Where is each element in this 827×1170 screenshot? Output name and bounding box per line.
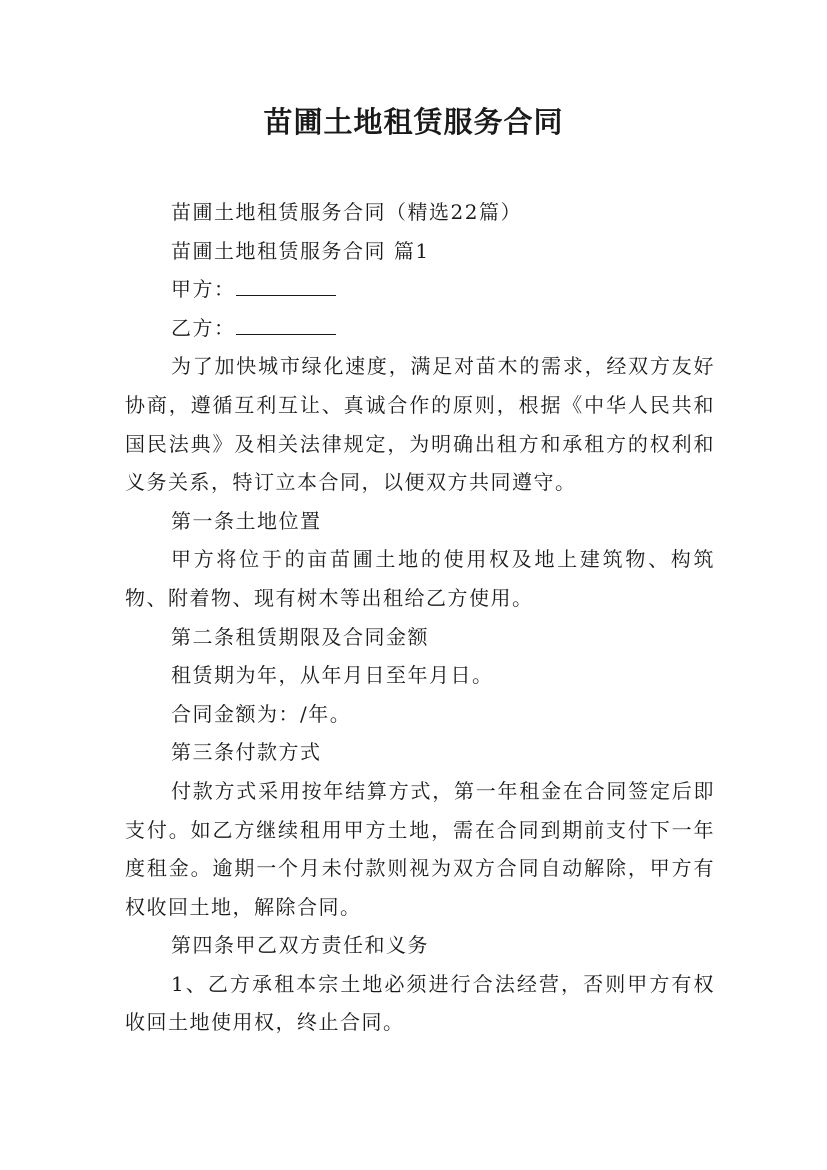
party-b-label: 乙方：	[171, 315, 236, 340]
section-heading: 苗圃土地租赁服务合同 篇1	[171, 238, 430, 263]
article-heading: 第二条租赁期限及合同金额	[171, 624, 429, 649]
document-title: 苗圃土地租赁服务合同	[263, 105, 564, 139]
party-a-label: 甲方：	[171, 277, 236, 302]
paragraph: 合同金额为：/年。	[171, 701, 352, 726]
party-a-blank	[236, 271, 336, 296]
paragraph: 租赁期为年，从年月日至年月日。	[171, 663, 494, 688]
paragraph: 付款方式采用按年结算方式，第一年租金在合同签定后即支付。如乙方继续租用甲方土地，需在合同到期前支付下一年度租金。逾期一个月未付款则视为双方合同自动解除，甲方有权收回土地，解除合同。	[125, 778, 715, 919]
paragraph: 甲方将位于的亩苗圃土地的使用权及地上建筑物、构筑物、附着物、现有树木等出租给乙方使用。	[125, 547, 715, 610]
document-body	[125, 193, 715, 1042]
paragraph: 为了加快城市绿化速度，满足对苗木的需求，经双方友好协商，遵循互利互让、真诚合作的原则，根据《中华人民共和国民法典》及相关法律规定，为明确出租方和承租方的权利和义务关系，特订立本合同，以便双方共同遵守。	[125, 354, 715, 495]
article-heading: 第一条土地位置	[171, 508, 322, 533]
party-b-blank	[236, 310, 336, 335]
paragraph: 1、乙方承租本宗土地必须进行合法经营，否则甲方有权收回土地使用权，终止合同。	[125, 971, 715, 1035]
party-b-line	[125, 309, 715, 348]
party-a-line	[125, 270, 715, 309]
article-heading: 第四条甲乙双方责任和义务	[171, 933, 429, 958]
subtitle-line: 苗圃土地租赁服务合同（精选22篇）	[171, 200, 522, 224]
article-heading: 第三条付款方式	[171, 740, 322, 765]
